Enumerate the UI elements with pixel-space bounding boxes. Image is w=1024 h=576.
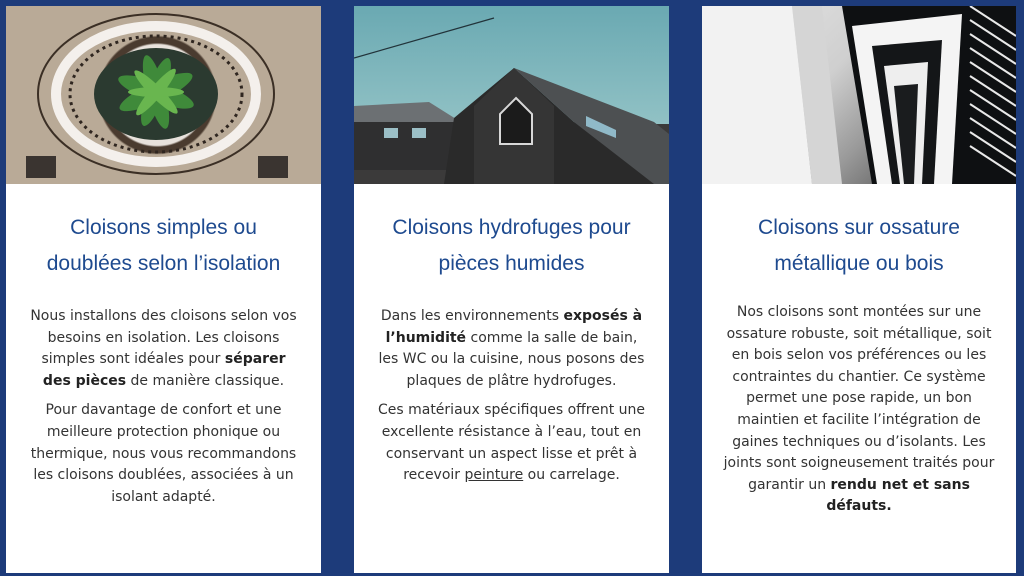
card-title-line: métallique ou bois — [774, 252, 944, 275]
stairwell-photo — [702, 6, 1016, 184]
card-title — [702, 210, 1016, 282]
card-title-line: doublées selon l’isolation — [46, 252, 281, 275]
house-photo — [354, 6, 669, 184]
card-title — [6, 210, 321, 282]
card-body — [702, 302, 1016, 518]
card-title-line: pièces humides — [438, 252, 585, 275]
staircase-photo — [6, 6, 321, 184]
bold-text: rendu net et sans défauts. — [826, 476, 970, 515]
card-cloisons-ossature — [702, 6, 1016, 573]
paragraph: Nous installons des cloisons selon vos besoins en isolation. Les cloisons simples sont idéales pour séparer des pièces de manière classique. — [30, 308, 297, 389]
card-cloisons-simples — [6, 6, 321, 573]
paragraph: Nos cloisons sont montées sur une ossature robuste, soit métallique, soit en bois selon vos préférences ou les contraintes du chantier. Ce système permet une pose rapide, un bon maintien et facilite l’intégration de gaines techniques ou d’isolants. Les joints sont soigneusement traités pour garantir un rendu net et sans défauts. — [723, 304, 995, 515]
card-title — [354, 210, 669, 282]
bold-text: séparer des pièces — [42, 351, 286, 389]
card-title-line: Cloisons simples ou — [70, 216, 257, 239]
card-body — [6, 306, 321, 508]
peinture-link[interactable]: peinture — [464, 467, 524, 484]
card-title-line: Cloisons hydrofuges pour — [392, 216, 631, 239]
paragraph: Pour davantage de confort et une meilleure protection phonique ou thermique, nous vous recommandons les cloisons doublées, associées à un isolant adapté. — [30, 402, 297, 505]
paragraph: Dans les environnements exposés à l’humidité comme la salle de bain, les WC ou la cuisine, nous posons des plaques de plâtre hydrofuges. — [378, 308, 645, 389]
card-body — [354, 306, 669, 487]
paragraph: Ces matériaux spécifiques offrent une excellente résistance à l’eau, tout en conservant un aspect lisse et prêt à recevoir peinture ou carrelage. — [377, 402, 646, 484]
card-cloisons-hydrofuges — [354, 6, 669, 573]
card-title-line: Cloisons sur ossature — [758, 216, 960, 239]
bold-text: exposés à l’humidité — [385, 308, 643, 346]
